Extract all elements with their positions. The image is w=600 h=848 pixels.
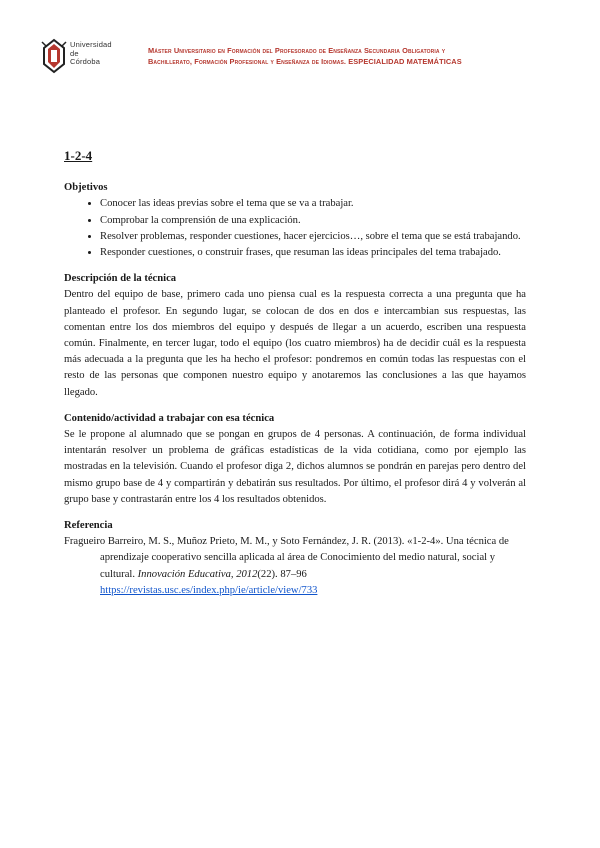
- program-title: [148, 45, 570, 67]
- logo-line-2: de: [70, 48, 79, 58]
- program-title-line-1: Máster Universitario en Formación del Profesorado de Enseñanza Secundaria Obligatoria y: [148, 46, 446, 55]
- university-emblem-icon: [40, 38, 68, 74]
- reference-link[interactable]: https://revistas.usc.es/index.php/ie/article/view/733: [100, 584, 318, 596]
- list-item: • Conocer las ideas previas sobre el tema que se va a trabajar.: [100, 196, 526, 212]
- university-logo: [40, 36, 112, 78]
- contenido-section: [64, 411, 526, 508]
- objetivos-heading: Objetivos: [64, 182, 108, 194]
- logo-line-1: Universidad: [70, 40, 112, 49]
- page-header: [40, 36, 570, 80]
- reference-authors: Fragueiro Barreiro, M. S., Muñoz Prieto, M. M., y Soto Fernández, J. R. (2013). «1-2-4». Una técnica de aprendizaje cooperativo sencilla aplicada al área de Conocimiento del medio natural, social y cultural.: [64, 536, 509, 580]
- descripcion-section: [64, 271, 526, 401]
- program-title-line-2: Bachillerato, Formación Profesional y Enseñanza de Idiomas. ESPECIALIDAD MATEMÁTICAS: [148, 57, 462, 66]
- reference-pages: (22). 87–96: [257, 568, 307, 580]
- list-item: • Resolver problemas, responder cuestiones, hacer ejercicios…, sobre el tema que se está trabajando.: [100, 229, 526, 245]
- logo-text: [70, 41, 112, 67]
- document-body: [64, 148, 526, 605]
- referencia-section: [64, 518, 526, 599]
- reference-entry: [64, 534, 526, 599]
- descripcion-heading: Descripción de la técnica: [64, 273, 177, 285]
- document-title: 1-2-4: [64, 148, 93, 163]
- contenido-text: Se le propone al alumnado que se pongan en grupos de 4 personas. A continuación, de forma individual intentarán resolver un problema de gráficas estadísticas de la vida cotidiana, como por ejemplo las mostradas en la televisión. Cuando el profesor diga 2, dichos alumnos se pondrán en parejas pero dentro del mismo grupo base de 4 y compartirán y debatirán sus resultados. Por último, el profesor dirá 4 y volverán al grupo base y contrastarán entre los 4 los resultados obtenidos.: [64, 429, 526, 505]
- referencia-heading: Referencia: [64, 520, 113, 532]
- logo-line-3: Córdoba: [70, 57, 101, 66]
- list-item: • Responder cuestiones, o construir frases, que resuman las ideas principales del tema trabajado.: [100, 245, 526, 261]
- list-item: • Comprobar la comprensión de una explicación.: [100, 213, 526, 229]
- objetivos-section: [64, 180, 526, 261]
- reference-journal: Innovación Educativa, 2012: [137, 568, 258, 580]
- objetivos-list: [64, 196, 526, 261]
- contenido-heading: Contenido/actividad a trabajar con esa técnica: [64, 412, 275, 424]
- descripcion-text: Dentro del equipo de base, primero cada uno piensa cual es la respuesta correcta a una pregunta que ha planteado el profesor. En segundo lugar, se colocan de dos en dos e intercambian sus respuestas, las comentan entre los dos miembros del equipo y después de llegar a un acuerdo, escriben una respuesta común. Finalmente, en tercer lugar, todo el equipo (los cuatro miembros) ha de decidir cuál es la respuesta más adecuada a la pregunta que les ha hecho el profesor: pondremos en común todas las respuestas con el resto de las personas que componen nuestro equipo y anotaremos las conclusiones a las que hayamos llegado.: [64, 289, 526, 398]
